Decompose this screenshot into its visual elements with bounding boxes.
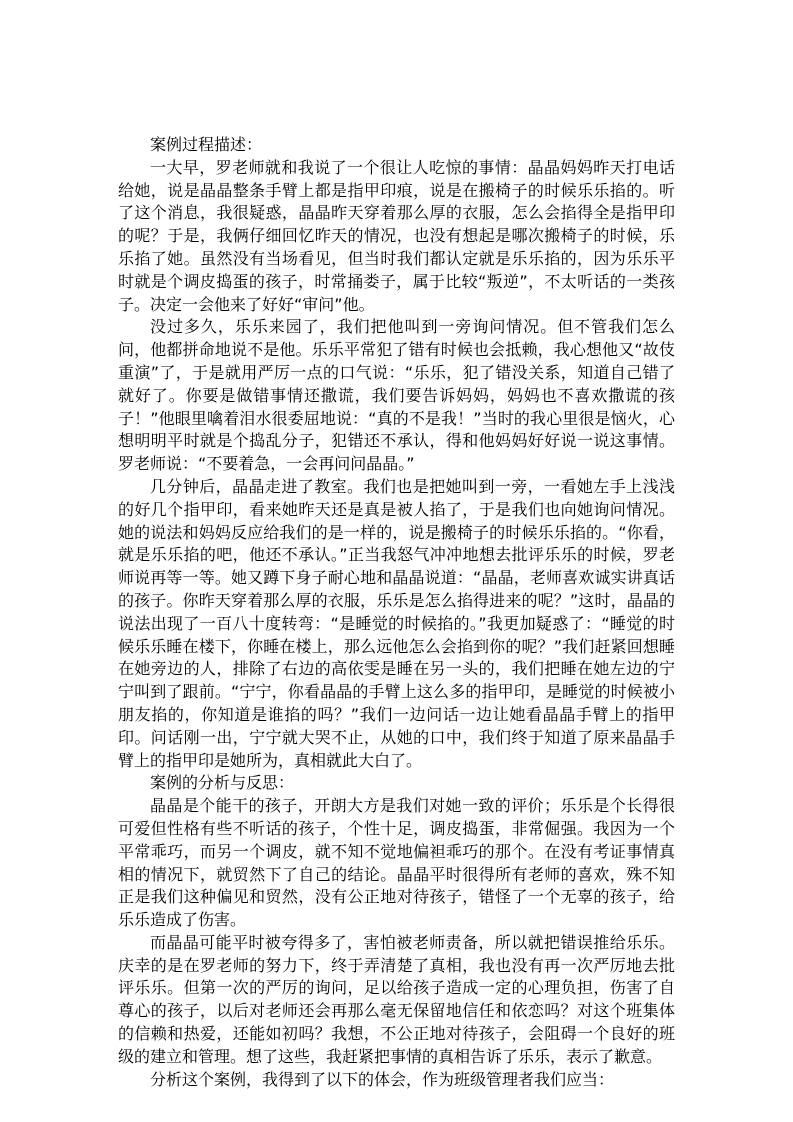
paragraph-analysis-reflection: 而晶晶可能平时被夸得多了，害怕被老师责备，所以就把错误推给乐乐。庆幸的是在罗老师的努力下，终于弄清楚了真相，我也没有再一次严厉地去批评乐乐。但第一次的严厉的询问，足以给孩子造成一定的心理负担，伤害了自尊心的孩子，以后对老师还会再那么毫无保留地信任和依恋吗？对这个班集体的信赖和热爱，还能如初吗？我想，不公正地对待孩子，会阻碍一个良好的班级的建立和管理。想了这些，我赶紧把事情的真相告诉了乐乐，表示了歉意。 [118, 932, 675, 1066]
paragraph-conclusion-lead: 分析这个案例，我得到了以下的体会，作为班级管理者我们应当： [150, 1069, 615, 1089]
heading-case-description: 案例过程描述： [150, 135, 263, 154]
heading-case-analysis: 案例的分析与反思： [150, 773, 295, 793]
paragraph-questioning-jingjing: 几分钟后，晶晶走进了教室。我们也是把她叫到一旁，一看她左手上浅浅的好几个指甲印，看来她昨天还是真是被人掐了，于是我们也向她询问情况。她的说法和妈妈反应给我们的是一样的，说是搬椅子的时候乐乐掐的。“你看，就是乐乐掐的吧，他还不承认。”正当我怒气冲冲地想去批评乐乐的时候，罗老师说再等一等。她又蹲下身子耐心地和晶晶说道：“晶晶，老师喜欢诚实讲真话的孩子。你昨天穿着那么厚的衣服，乐乐是怎么掐得进来的呢？”这时，晶晶的说法出现了一百八十度转弯：“是睡觉的时候掐的。”我更加疑惑了：“睡觉的时候乐乐睡在楼下，你睡在楼上，那么远他怎么会掐到你的呢？”我们赶紧回想睡在她旁边的人，排除了右边的高依雯是睡在另一头的，我们把睡在她左边的宁宁叫到了跟前。“宁宁，你看晶晶的手臂上这么多的指甲印，是睡觉的时候被小朋友掐的，你知道是谁掐的吗？”我们一边问话一边让她看晶晶手臂上的指甲印。问话刚一出，宁宁就大哭不止，从她的口中，我们终于知道了原来晶晶手臂上的指甲印是她所为，真相就此大白了。 [118, 476, 675, 770]
paragraph-analysis-bias: 晶晶是个能干的孩子，开朗大方是我们对她一致的评价；乐乐是个长得很可爱但性格有些不听话的孩子，个性十足，调皮捣蛋，非常倔强。我因为一个平常乖巧，而另一个调皮，就不知不觉地偏袒乖巧的那个。在没有考证事情真相的情况下，就贸然下了自己的结论。晶晶平时很得所有老师的喜欢，殊不知正是我们这种偏见和贸然，没有公正地对待孩子，错怪了一个无辜的孩子，给乐乐造成了伤害。 [118, 796, 675, 930]
paragraph-questioning-lele: 没过多久，乐乐来园了，我们把他叫到一旁询问情况。但不管我们怎么问，他都拼命地说不是他。乐乐平常犯了错有时候也会抵赖，我心想他又“故伎重演”了，于是就用严厉一点的口气说：“乐乐，犯了错没关系，知道自己错了就好了。你要是做错事情还撒谎，我们要告诉妈妈，妈妈也不喜欢撒谎的孩子！”他眼里噙着泪水很委屈地说：“真的不是我！”当时的我心里很是恼火，心想明明平时就是个捣乱分子，犯错还不承认，得和他妈妈好好说一说这事情。罗老师说：“不要着急，一会再问问晶晶。” [118, 317, 675, 474]
paragraph-morning-report: 一大早，罗老师就和我说了一个很让人吃惊的事情：晶晶妈妈昨天打电话给她，说是晶晶整条手臂上都是指甲印痕，说是在搬椅子的时候乐乐掐的。听了这个消息，我很疑惑，晶晶昨天穿着那么厚的衣服，怎么会掐得全是指甲印的呢？于是，我俩仔细回忆昨天的情况，也没有想起是哪次搬椅子的时候，乐乐掐了她。虽然没有当场看见，但当时我们都认定就是乐乐掐的，因为乐乐平时就是个调皮捣蛋的孩子，时常捅娄子，属于比较“叛逆”，不太听话的一类孩子。决定一会他来了好好“审问”他。 [118, 157, 675, 314]
document-body [118, 134, 675, 1091]
